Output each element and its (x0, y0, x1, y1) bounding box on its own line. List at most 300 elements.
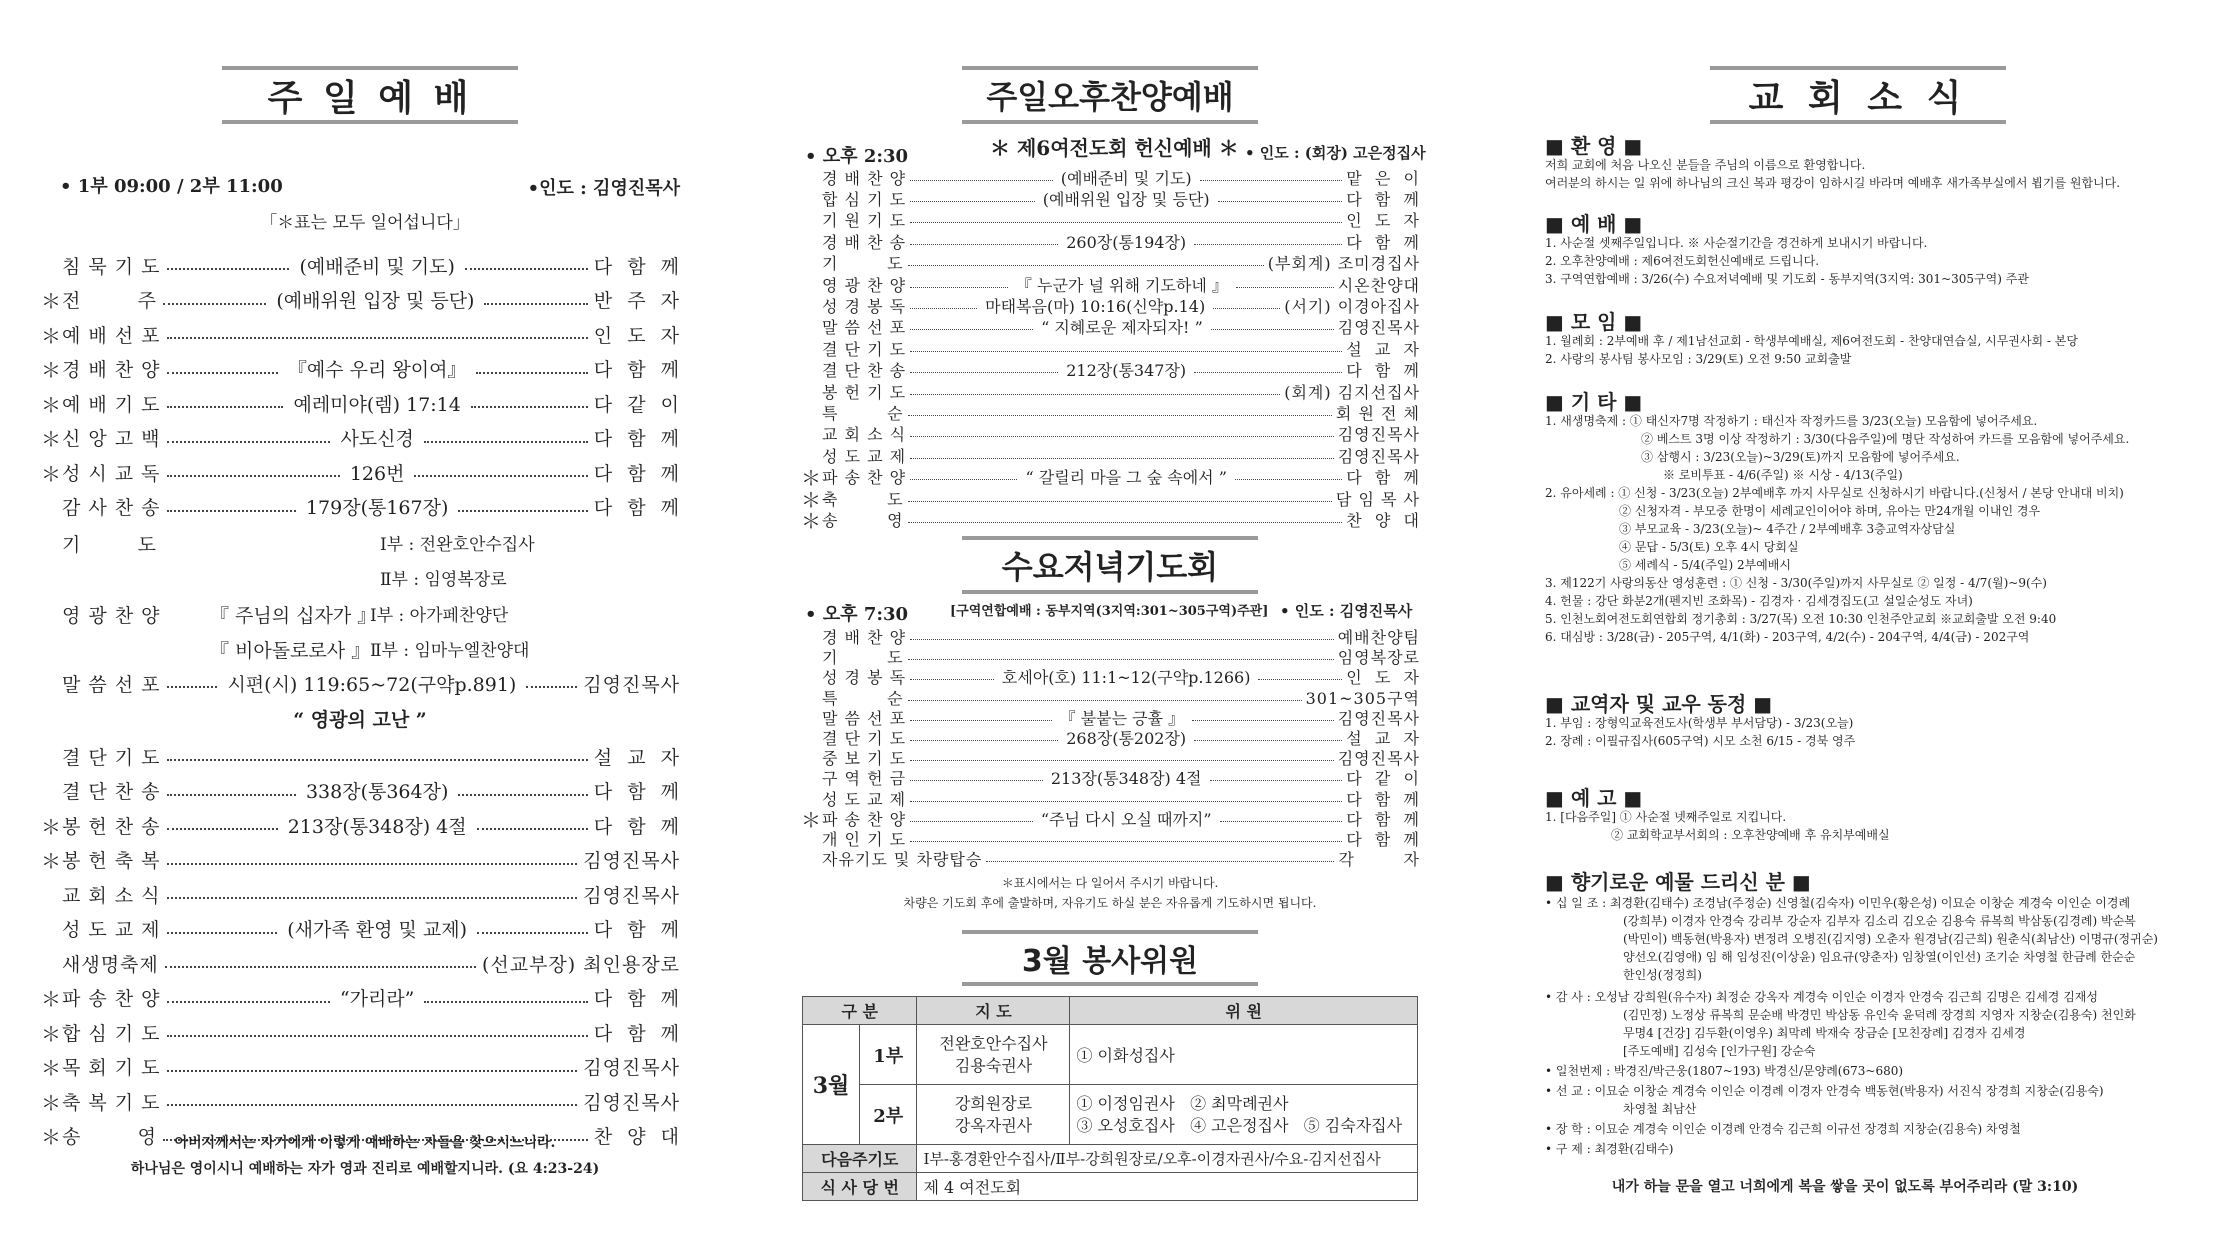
staff-news-line: 1. 부임 : 장형익교육전도사(학생부 부서담당) - 3/23(오늘) (1545, 716, 1854, 730)
leader-dots (1258, 679, 1342, 680)
offerings-line: 차영철 최남산 (1623, 1102, 1697, 1116)
order-item (40, 946, 680, 980)
afternoon-leader: • 인도 : (회장) 고은정집사 (1245, 144, 1426, 162)
leader-dots (424, 441, 588, 443)
standing-mark: ＊ (801, 466, 821, 491)
leader-dots (908, 415, 1332, 416)
item-person: 다 함 께 (1346, 232, 1420, 252)
order-item (800, 767, 1420, 788)
order-item (40, 455, 680, 489)
welcome-heading: ■ 환 영 ■ (1545, 134, 1643, 158)
item-name: 결 단 기 도 (822, 729, 907, 748)
item-name: 전 주 (62, 290, 158, 312)
other-line: ② 신청자격 - 부모중 한명이 세례교인이어야 하며, 유아는 만24개월 이내인 경우 (1619, 504, 2041, 518)
leader-dots (1235, 479, 1342, 480)
item-content: “주님 다시 오실 때까지” (1040, 809, 1212, 829)
item-person: 다 함 께 (593, 497, 681, 519)
leader-dots (167, 932, 278, 934)
item-content: 시편(시) 119:65~72(구약p.891) (227, 673, 517, 696)
item-person: 설 교 자 (1346, 339, 1420, 359)
closing-verse: 내가 하늘 문을 열고 너희에게 복을 쌓을 곳이 없도록 부어주리라 (말 3:10) (1611, 1179, 2079, 1195)
sunday-worship-title: 주 일 예 배 (222, 66, 518, 124)
offerings-line: • 일천번제 : 박경진/박근웅(1807~193) 박경신/문양례(673~680) (1545, 1064, 1904, 1078)
item-content: “ 지혜로운 제자되자! ” (1041, 318, 1203, 338)
leader-dots (910, 287, 1008, 288)
item-person: 다 함 께 (1346, 830, 1420, 849)
afternoon-time: • 오후 2:30 (805, 146, 909, 167)
leader-dots (167, 897, 578, 899)
leader-dots (167, 475, 340, 477)
item-content: 213장(통348장) 4절 (287, 815, 467, 838)
order-item (800, 487, 1420, 512)
offerings-line: (강희부) 이경자 안경숙 강리부 강순자 김부자 김소리 김오순 김용숙 류복희 박삼동(김경례) 박순복 (1623, 914, 2136, 928)
leader-dots (424, 1001, 587, 1003)
leader-dots (908, 522, 1343, 523)
leader-dots (167, 510, 296, 512)
other-line: ⑤ 세례식 - 5/4(주일) 2부예배시 (1619, 558, 1791, 572)
order-item (40, 421, 680, 455)
item-name: 성 도 교 제 (62, 919, 161, 941)
leader-dots (910, 329, 1033, 330)
leader-dots (1218, 201, 1343, 202)
meal-duty-label: 식 사 당 번 (803, 1173, 917, 1201)
praise-name: 영 광 찬 양 (62, 605, 161, 627)
item-name: 결 단 찬 송 (62, 781, 161, 803)
service-time: • 1부 09:00 / 2부 11:00 (60, 176, 283, 197)
leader-dots (167, 372, 278, 374)
leader-dots (910, 479, 1017, 480)
order-item (800, 359, 1420, 381)
leader-dots (1194, 372, 1342, 373)
item-content: (예배위원 입장 및 등단) (1042, 189, 1210, 209)
leader-dots (526, 686, 577, 688)
worship-heading: ■ 예 배 ■ (1545, 212, 1643, 236)
leader-dots (910, 679, 994, 680)
table-leaders-part-2 (917, 1085, 1070, 1145)
item-content: 『 누군가 널 위해 기도하네 』 (1015, 275, 1228, 295)
item-name: 기 도 (822, 254, 904, 274)
leader-dots (167, 1070, 578, 1072)
item-content: 212장(통347장) (1066, 361, 1187, 381)
item-name: 합 심 기 도 (822, 189, 907, 209)
other-line: 2. 유아세례 : ① 신청 - 3/23(오늘) 2부예배후 까지 사무실로 신청하시기 바랍니다.(신청서 / 본당 안내대 비치) (1545, 486, 2124, 500)
item-person: 다 함 께 (593, 428, 681, 450)
service-leader: •인도 : 김영진목사 (527, 178, 680, 199)
leader-dots (1236, 287, 1334, 288)
wednesday-footnote-2: 차량은 기도회 후에 출발하며, 자유기도 하실 분은 자유롭게 기도하시면 됩니다. (903, 896, 1317, 910)
leader-dots (167, 406, 284, 408)
standing-note: 「＊표는 모두 일어섭니다」 (260, 213, 470, 233)
item-name: 말 씀 선 포 (822, 708, 907, 728)
standing-mark: ＊ (41, 323, 61, 348)
order-item (40, 248, 680, 282)
afternoon-order (800, 166, 1420, 576)
leader-dots (910, 180, 1053, 181)
order-item (40, 808, 680, 842)
item-person: 예배찬양팀 (1337, 628, 1420, 647)
wednesday-prayer-title: 수요저녁기도회 (962, 536, 1258, 594)
item-content: 『 불붙는 긍휼 』 (1059, 708, 1185, 728)
order-item (800, 230, 1420, 252)
order-item (40, 739, 680, 773)
leader-dots (910, 372, 1058, 373)
leader-dots (1194, 740, 1342, 741)
item-name: 파 송 찬 양 (62, 988, 161, 1010)
item-name: 말 씀 선 포 (62, 673, 161, 696)
item-person: 반 주 자 (593, 290, 680, 312)
item-name: 성 도 교 제 (822, 446, 907, 466)
leader-dots (910, 244, 1058, 245)
order-item (40, 981, 680, 1015)
item-content: 126번 (349, 462, 405, 485)
afternoon-subtitle: ＊ 제6여전도회 헌신예배 ＊ (990, 136, 1239, 160)
order-item (40, 843, 680, 877)
leader-dots (167, 863, 578, 865)
leader-dots (163, 303, 266, 305)
item-name: 교 회 소 식 (822, 425, 907, 445)
praise-choir-2: Ⅱ부 : 임마누엘찬양대 (370, 640, 530, 661)
order-item (40, 317, 680, 351)
service-committee-table (802, 996, 1418, 1201)
other-line: 6. 대심방 : 3/28(금) - 205구역, 4/1(화) - 203구역, 4/2(수) - 204구역, 4/4(금) - 202구역 (1545, 630, 2030, 644)
leader-dots (167, 1035, 588, 1037)
item-name: 송 영 (822, 510, 904, 530)
item-content: 마태복음(마) 10:16(신약p.14) (985, 296, 1206, 316)
other-line: 1. 새생명축제 : ① 태신자7명 작정하기 : 태신자 작정카드를 3/23(오늘) 모음함에 넣어주세요. (1545, 414, 2038, 428)
offerings-heading: ■ 향기로운 예물 드리신 분 ■ (1545, 870, 1811, 894)
table-header-members: 위 원 (1070, 997, 1418, 1025)
sermon-title: “ 영광의 고난 ” (293, 708, 427, 731)
leader-dots (167, 759, 588, 761)
church-news-column (1545, 0, 2158, 1240)
offerings-line: (김민정) 노정상 류복희 문순배 박경민 박삼동 유인숙 윤덕례 장경희 지영자 지창순(김용숙) 천인화 (1623, 1008, 2136, 1022)
welcome-line: 여러분의 하시는 일 위에 하나님의 크신 복과 평강이 임하시길 바라며 예배후 새가족부실에서 뵙기를 원합니다. (1545, 176, 2121, 190)
standing-mark: ＊ (41, 1125, 61, 1149)
item-name: 봉 헌 찬 송 (62, 815, 161, 838)
meetings-heading: ■ 모 임 ■ (1545, 310, 1643, 334)
item-name: 봉 헌 축 복 (62, 850, 161, 872)
other-line: ② 베스트 3명 이상 작정하기 : 3/30(다음주일)에 명단 작성하여 카드를 모음함에 넣어주세요. (1641, 432, 2130, 446)
leader-dots (910, 841, 1342, 842)
item-person: (회계) 김지선집사 (1284, 382, 1420, 402)
leader-dots (910, 458, 1334, 459)
item-content: 268장(통202장) (1066, 729, 1187, 748)
item-name: 교 회 소 식 (62, 884, 161, 907)
order-item (800, 666, 1420, 687)
leader-dots (986, 861, 1334, 862)
item-person: 찬 양 대 (1346, 510, 1420, 530)
standing-mark: ＊ (801, 807, 821, 832)
leader-dots (908, 501, 1332, 502)
leader-name: 강옥자권사 (954, 1115, 1033, 1135)
item-person: 김영진목사 (1337, 446, 1420, 466)
member-names: ③ 오성호집사 ④ 고은정집사 ⑤ 김숙자집사 (1076, 1115, 1403, 1135)
item-content: 260장(통194장) (1066, 232, 1187, 252)
leader-dots (1220, 821, 1343, 822)
leader-dots (910, 308, 977, 309)
item-name: 영 광 찬 양 (822, 275, 907, 295)
item-name: 결 단 기 도 (822, 339, 907, 359)
item-person: 김영진목사 (1337, 708, 1421, 728)
leader-dots (167, 441, 331, 443)
meal-duty-value: 제 4 여전도회 (917, 1173, 1418, 1201)
next-prayer-label: 다음주기도 (803, 1145, 917, 1173)
item-person: 다 함 께 (1346, 189, 1421, 209)
item-person: 다 함 께 (593, 255, 681, 278)
offerings-line: • 십 일 조 : 최경환(김태수) 조경남(주정순) 신영철(김숙자) 이민우(황은성) 이묘순 이창순 계경숙 이인순 이경례 (1545, 896, 2131, 910)
leader-dots (910, 394, 1280, 395)
item-name: 침 묵 기 도 (62, 255, 161, 278)
leader-dots (910, 760, 1334, 761)
order-item (800, 646, 1420, 667)
order-item (40, 1084, 680, 1118)
leader-dots (910, 720, 1052, 721)
order-item (40, 386, 680, 420)
leader-dots (477, 828, 588, 830)
afternoon-worship-column (800, 0, 1430, 1240)
item-name: 말 씀 선 포 (822, 318, 907, 338)
leader-dots (414, 475, 587, 477)
item-name: 송 영 (62, 1126, 158, 1148)
leader-dots (167, 1104, 578, 1106)
order-item (800, 828, 1420, 849)
item-person: 인 도 자 (1346, 668, 1421, 688)
item-name: 목 회 기 도 (62, 1057, 161, 1079)
item-person: 다 함 께 (593, 462, 680, 485)
order-item (40, 352, 680, 386)
item-name: 구 역 헌 금 (822, 769, 907, 789)
item-name: 중 보 기 도 (822, 749, 907, 769)
item-person: 다 함 께 (593, 1022, 680, 1045)
item-name: 결 단 찬 송 (822, 361, 907, 381)
standing-mark: ＊ (41, 814, 61, 839)
leader-dots (910, 351, 1342, 352)
leader-dots (910, 222, 1342, 223)
order-item (800, 252, 1420, 274)
item-name: 특 순 (822, 688, 904, 708)
table-leaders-part-1 (917, 1025, 1070, 1085)
order-item (800, 166, 1420, 188)
item-name: 성 도 교 제 (822, 789, 907, 809)
next-prayer-value: Ⅰ부-홍경환안수집사/Ⅱ부-강희원장로/오후-이경자권사/수요-김지선집사 (917, 1145, 1418, 1173)
item-name: 성 경 봉 독 (822, 296, 907, 316)
item-person: 인 도 자 (593, 324, 680, 347)
table-members-part-1: ① 이화성집사 (1070, 1025, 1418, 1085)
meetings-line: 1. 월례회 : 2부예배 후 / 제1남선교회 - 학생부예배실, 제6여전도회 - 찬양대연습실, 시무권사회 - 본당 (1545, 334, 2078, 348)
order-item (800, 707, 1420, 728)
item-name: 감 사 찬 송 (62, 497, 161, 519)
leader-dots (910, 801, 1342, 802)
item-person: 시온찬양대 (1337, 275, 1420, 295)
item-content: 예레미야(렘) 17:14 (293, 393, 461, 416)
table-part-2: 2부 (860, 1085, 917, 1145)
item-person: 다 함 께 (1346, 361, 1420, 381)
standing-mark: ＊ (41, 1056, 61, 1080)
prayer-part-1: Ⅰ부 : 전완호안수집사 (380, 535, 535, 555)
standing-mark: ＊ (41, 358, 61, 382)
order-item (800, 848, 1420, 869)
worship-line: 3. 구역연합예배 : 3/26(수) 수요저녁예배 및 기도회 - 동부지역(3지역: 301~305구역) 주관 (1545, 272, 2029, 286)
item-person: 김영진목사 (583, 1091, 680, 1114)
offerings-line: 한인성(정정희) (1623, 968, 1702, 982)
leader-dots (477, 932, 588, 934)
order-item (40, 1050, 680, 1084)
standing-mark: ＊ (801, 508, 821, 533)
item-person: (부회계) 조미경집사 (1267, 254, 1420, 274)
item-content: 『예수 우리 왕이여』 (287, 359, 467, 381)
leader-name: 강희원장로 (954, 1093, 1033, 1113)
leader-dots (167, 686, 218, 688)
item-name: 봉 헌 기 도 (822, 382, 907, 402)
item-person: 회 원 전 체 (1335, 403, 1420, 423)
item-content: 사도신경 (340, 428, 414, 450)
leader-dots (910, 436, 1334, 437)
table-header-category: 구 분 (803, 997, 917, 1025)
preview-heading: ■ 예 고 ■ (1545, 786, 1643, 810)
item-name: 결 단 기 도 (62, 746, 161, 769)
bible-verse-line-1: 아버지께서는 자기에게 이렇게 예배하는 자들을 찾으시느니라. (174, 1135, 556, 1151)
item-person: 다 같 이 (593, 393, 681, 416)
item-name: 예 배 기 도 (62, 393, 161, 416)
item-person: 김영진목사 (1337, 318, 1421, 338)
leader-dots (910, 201, 1035, 202)
other-heading: ■ 기 타 ■ (1545, 390, 1643, 414)
item-person: 김영진목사 (583, 673, 681, 696)
standing-mark: ＊ (41, 1090, 61, 1115)
item-name: 개 인 기 도 (822, 830, 907, 849)
offerings-line: 무명4 [건강] 김두환(이영우) 최막례 박재숙 장금순 [모친장례] 김경자 김세경 (1623, 1026, 2026, 1040)
order-item (40, 490, 680, 524)
table-header-leader: 지 도 (917, 997, 1070, 1025)
standing-mark: ＊ (41, 849, 61, 873)
leader-dots (465, 268, 588, 270)
item-person: 다 같 이 (1346, 769, 1420, 789)
item-person: 다 함 께 (1346, 789, 1420, 809)
leader-dots (484, 303, 587, 305)
leader-dots (910, 821, 1033, 822)
leader-dots (1213, 308, 1280, 309)
leader-dots (1192, 720, 1334, 721)
preview-line: ② 교회학교부서회의 : 오후찬양예배 후 유치부예배실 (1611, 828, 1890, 842)
praise-song-1: 『 주님의 십자가 』 (210, 605, 377, 627)
preview-line: 1. [다음주일] ① 사순절 넷째주일로 지킵니다. (1545, 810, 1787, 824)
standing-mark: ＊ (801, 487, 821, 512)
worship-line: 1. 사순절 셋째주일입니다. ※ 사순절기간을 경건하게 보내시기 바랍니다. (1545, 236, 1928, 250)
item-content: 179장(통167장) (305, 497, 449, 519)
leader-dots (910, 639, 1334, 640)
offerings-line: • 선 교 : 이묘순 이창순 계경숙 이인순 이경례 이경자 안경숙 백동현(박용자) 서진식 장경희 지창순(김용숙) (1545, 1084, 2104, 1098)
item-name: 파 송 찬 양 (822, 468, 907, 488)
prayer-part-2: Ⅱ부 : 임영복장로 (380, 569, 507, 590)
standing-mark: ＊ (41, 289, 61, 313)
leader-dots (458, 794, 587, 796)
item-content: “가리라” (339, 988, 415, 1010)
praise-song-2: 『 비아돌로로사 』 (210, 639, 371, 662)
table-month: 3월 (803, 1025, 860, 1145)
offerings-line: 양선오(김영애) 임 해 임성진(이상윤) 임요규(양춘자) 임창열(이인선) 조기순 차영철 한금례 한순순 (1623, 950, 2136, 964)
item-name: 파 송 찬 양 (822, 809, 907, 829)
order-item (800, 788, 1420, 809)
offerings-line: • 구 제 : 최경환(김태수) (1545, 1142, 1674, 1156)
item-person: 다 함 께 (1346, 809, 1421, 829)
item-name: 경 배 찬 송 (822, 232, 907, 252)
item-name: 기 도 (822, 648, 904, 668)
leader-dots (476, 372, 587, 374)
order-item (800, 187, 1420, 209)
standing-mark: ＊ (41, 427, 61, 451)
item-person: 찬 양 대 (593, 1126, 680, 1148)
other-line: 4. 헌물 : 강단 화분2개(펜지빈 조화목) - 김경자 · 김세경집도(고 설일순성도 자녀) (1545, 594, 1973, 608)
standing-mark: ＊ (41, 1021, 61, 1046)
item-name: 예 배 선 포 (62, 324, 161, 347)
item-person: 301~305구역 (1305, 688, 1420, 708)
service-committee-title: 3월 봉사위원 (962, 930, 1258, 986)
item-person: 인 도 자 (1346, 211, 1420, 231)
staff-news-heading: ■ 교역자 및 교우 동정 ■ (1545, 692, 1773, 716)
leader-dots (471, 406, 588, 408)
item-person: (선교부장) 최인용장로 (481, 953, 680, 976)
leader-dots (1211, 329, 1334, 330)
order-item (800, 294, 1420, 316)
item-content: “ 갈릴리 마을 그 숲 속에서 ” (1025, 468, 1227, 488)
item-person: 각 자 (1338, 850, 1420, 870)
item-person: 맡 은 이 (1346, 168, 1421, 188)
table-part-1: 1부 (860, 1025, 917, 1085)
item-name: 합 심 기 도 (62, 1022, 161, 1045)
staff-news-line: 2. 장례 : 이필규집사(605구역) 시모 소천 6/15 - 경북 영주 (1545, 734, 1856, 748)
item-name: 경 배 찬 양 (62, 359, 161, 381)
leader-dots (908, 265, 1264, 266)
order-item (800, 316, 1420, 338)
item-content: (예배준비 및 기도) (1060, 168, 1192, 188)
item-person: 다 함 께 (593, 919, 680, 941)
leader-dots (908, 700, 1302, 701)
leader-dots (908, 659, 1334, 660)
other-line: 5. 인천노회여전도회연합회 정기총회 : 3/27(목) 오전 10:30 인천주안교회 ※교회출발 오전 9:40 (1545, 612, 2057, 626)
item-person: 다 함 께 (593, 781, 681, 803)
leader-dots (167, 794, 296, 796)
leader-dots (167, 337, 588, 339)
item-person: (서기) 이경아집사 (1284, 296, 1420, 316)
offerings-line: [주도예배] 김성숙 [인가구원] 강순숙 (1623, 1044, 1816, 1058)
leader-dots (167, 268, 290, 270)
wednesday-note: [구역연합예배 : 동부지역(3지역:301~305구역)주관] (950, 604, 1269, 619)
leader-name: 전완호안수집사 (939, 1033, 1048, 1053)
item-person: 임영복장로 (1337, 648, 1420, 668)
item-content: (새가족 환영 및 교제) (287, 919, 468, 941)
item-name: 성 시 교 독 (62, 462, 161, 485)
praise-choir-1: Ⅰ부 : 아가페찬양단 (370, 606, 509, 626)
worship-line: 2. 오후찬양예배 : 제6여전도회헌신예배로 드립니다. (1545, 254, 1820, 268)
item-name: 자유기도 및 차량탑승 (822, 850, 983, 870)
item-name: 성 경 봉 독 (822, 668, 907, 688)
member-names: ① 이정임권사 ② 최막례권사 (1076, 1093, 1289, 1113)
wednesday-time: • 오후 7:30 (805, 604, 909, 625)
standing-mark: ＊ (41, 461, 61, 486)
item-person: 김영진목사 (1337, 425, 1420, 445)
order-item (800, 466, 1420, 491)
item-name: 기 원 기 도 (822, 211, 907, 231)
item-person: 다 함 께 (593, 988, 680, 1010)
item-content: 호세아(호) 11:1~12(구약p.1266) (1001, 668, 1251, 688)
order-item (800, 626, 1420, 647)
order-item (40, 912, 680, 946)
order-item (800, 209, 1420, 231)
leader-name: 김용숙권사 (954, 1055, 1033, 1075)
order-item (800, 727, 1420, 748)
item-name: 경 배 찬 양 (822, 628, 907, 647)
leader-dots (167, 1001, 330, 1003)
